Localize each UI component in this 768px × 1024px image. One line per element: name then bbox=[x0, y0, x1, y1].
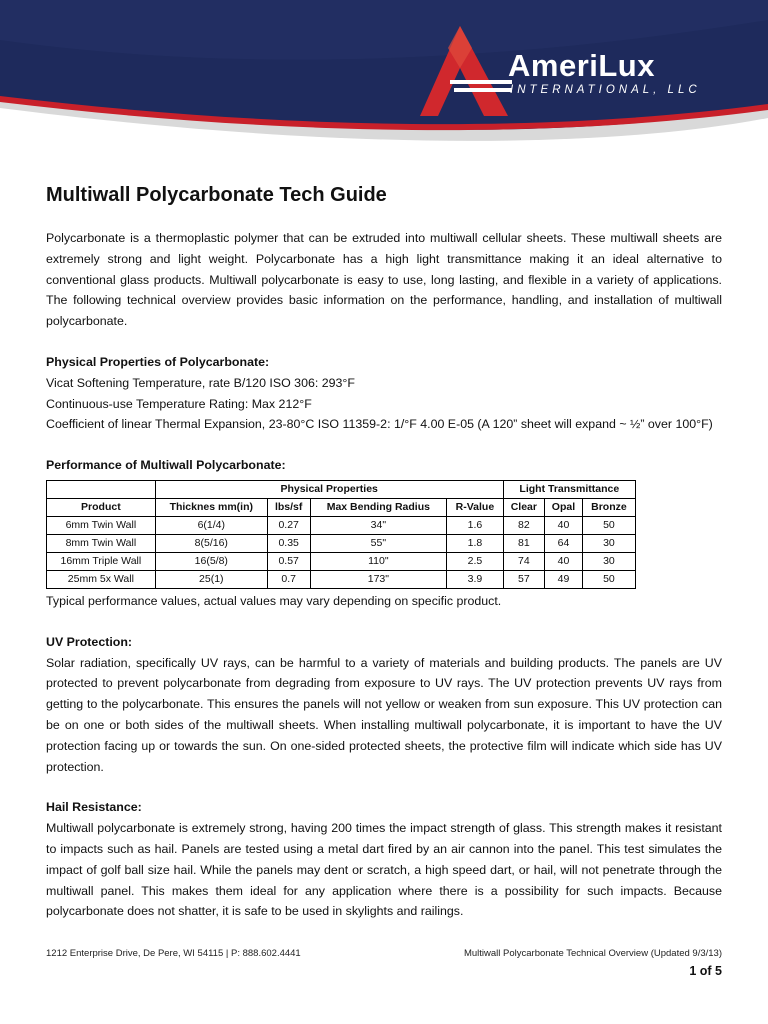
table-row bbox=[47, 534, 636, 552]
page-title: Multiwall Polycarbonate Tech Guide bbox=[46, 184, 387, 206]
table-cell: 55" bbox=[310, 534, 447, 552]
table-cell: 57 bbox=[503, 570, 544, 588]
table-row bbox=[47, 516, 636, 534]
table-cell: 8(5/16) bbox=[155, 534, 267, 552]
document-body bbox=[46, 182, 722, 922]
table-cell: 50 bbox=[582, 516, 635, 534]
table-cell: 40 bbox=[545, 552, 583, 570]
table-cell: 110" bbox=[310, 552, 447, 570]
table-cell: 30 bbox=[582, 552, 635, 570]
page-number: 1 of 5 bbox=[689, 964, 722, 978]
table-cell: 6(1/4) bbox=[155, 516, 267, 534]
table-cell: 2.5 bbox=[447, 552, 503, 570]
group-light-transmittance: Light Transmittance bbox=[503, 480, 635, 498]
table-cell: 81 bbox=[503, 534, 544, 552]
expansion-line: Coefficient of linear Thermal Expansion, 23-80°C ISO 11359-2: 1/°F 4.00 E-05 (A 120” sheet will expand ~ ½” over 100°F) bbox=[46, 417, 713, 432]
brand-subtitle: INTERNATIONAL, LLC bbox=[510, 84, 701, 96]
table-cell: 0.35 bbox=[267, 534, 310, 552]
table-cell: 64 bbox=[545, 534, 583, 552]
table-cell: 0.27 bbox=[267, 516, 310, 534]
table-group-row bbox=[47, 480, 636, 498]
table-cell: 30 bbox=[582, 534, 635, 552]
table-cell: 6mm Twin Wall bbox=[47, 516, 156, 534]
column-header: Max Bending Radius bbox=[310, 498, 447, 516]
table-row bbox=[47, 552, 636, 570]
table-cell: 3.9 bbox=[447, 570, 503, 588]
table-cell: 16mm Triple Wall bbox=[47, 552, 156, 570]
column-header: lbs/sf bbox=[267, 498, 310, 516]
footer-overview: Multiwall Polycarbonate Technical Overview (Updated 9/3/13) bbox=[463, 948, 722, 959]
hail-resistance-paragraph: Multiwall polycarbonate is extremely strong, having 200 times the impact strength of glass. This strength makes it resistant to impacts such as hail. Panels are tested using a metal dart fired by an air cannon into the panel. This test simulates the impact of golf ball size hail. While the panels may dent or scratch, a high speed dart, or hail, will not penetrate through the multiwall panel. This makes them ideal for any application where there is a possibility for such impacts. Because polycarbonate does not shatter, it is safe to be used in skylights and railings. bbox=[46, 821, 722, 919]
column-header: Opal bbox=[545, 498, 583, 516]
table-row bbox=[47, 570, 636, 588]
table-header-row bbox=[47, 498, 636, 516]
table-cell: 74 bbox=[503, 552, 544, 570]
column-header: R-Value bbox=[447, 498, 503, 516]
column-header: Clear bbox=[503, 498, 544, 516]
table-cell: 0.7 bbox=[267, 570, 310, 588]
table-cell: 82 bbox=[503, 516, 544, 534]
table-cell: 173" bbox=[310, 570, 447, 588]
table-cell: 16(5/8) bbox=[155, 552, 267, 570]
brand-name: AmeriLux bbox=[508, 48, 655, 83]
table-cell: 34" bbox=[310, 516, 447, 534]
group-empty-cell bbox=[47, 480, 156, 498]
physical-properties-heading: Physical Properties of Polycarbonate: bbox=[46, 354, 270, 369]
intro-paragraph: Polycarbonate is a thermoplastic polymer that can be extruded into multiwall cellular sheets. These multiwall sheets are extremely strong and light weight. Polycarbonate has a high light transmittance making it an ideal alternative to conventional glass products. Multiwall polycarbonate is easy to use, long lasting, and flexible in a variety of applications. The following technical overview provides basic information on the performance, handling, and installation of multiwall polycarbonate. bbox=[46, 231, 722, 329]
performance-note: Typical performance values, actual values may vary depending on specific product. bbox=[46, 593, 502, 608]
hail-resistance-heading: Hail Resistance: bbox=[46, 800, 142, 815]
performance-heading: Performance of Multiwall Polycarbonate: bbox=[46, 458, 286, 473]
table-cell: 1.8 bbox=[447, 534, 503, 552]
column-header: Bronze bbox=[582, 498, 635, 516]
vicat-line: Vicat Softening Temperature, rate B/120 ISO 306: 293°F bbox=[46, 375, 355, 390]
logo-triangle-icon bbox=[420, 18, 520, 128]
column-header: Thicknes mm(in) bbox=[155, 498, 267, 516]
table-cell: 25mm 5x Wall bbox=[47, 570, 156, 588]
footer-address: 1212 Enterprise Drive, De Pere, WI 54115 | P: 888.602.4441 bbox=[46, 948, 301, 959]
table-cell: 49 bbox=[545, 570, 583, 588]
performance-table bbox=[46, 480, 636, 589]
table-cell: 8mm Twin Wall bbox=[47, 534, 156, 552]
table-cell: 0.57 bbox=[267, 552, 310, 570]
uv-protection-paragraph: Solar radiation, specifically UV rays, can be harmful to a variety of materials and building products. The panels are UV protected to prevent polycarbonate from degrading from exposure to UV rays. The UV protection prevents UV rays from getting to the polycarbonate. This ensures the panels will not yellow or weaken from sun exposure. This UV protection can be on one or both sides of the multiwall sheets. When installing multiwall polycarbonate, it is important to have the UV protection facing up or towards the sun. On one-sided protected sheets, the protective film will indicate which side has UV protection. bbox=[46, 655, 722, 774]
uv-protection-heading: UV Protection: bbox=[46, 634, 133, 649]
table-cell: 25(1) bbox=[155, 570, 267, 588]
table-cell: 40 bbox=[545, 516, 583, 534]
temperature-line: Continuous-use Temperature Rating: Max 212°F bbox=[46, 396, 312, 411]
table-cell: 1.6 bbox=[447, 516, 503, 534]
column-header: Product bbox=[47, 498, 156, 516]
group-physical-properties: Physical Properties bbox=[155, 480, 503, 498]
table-cell: 50 bbox=[582, 570, 635, 588]
table-body bbox=[47, 516, 636, 588]
